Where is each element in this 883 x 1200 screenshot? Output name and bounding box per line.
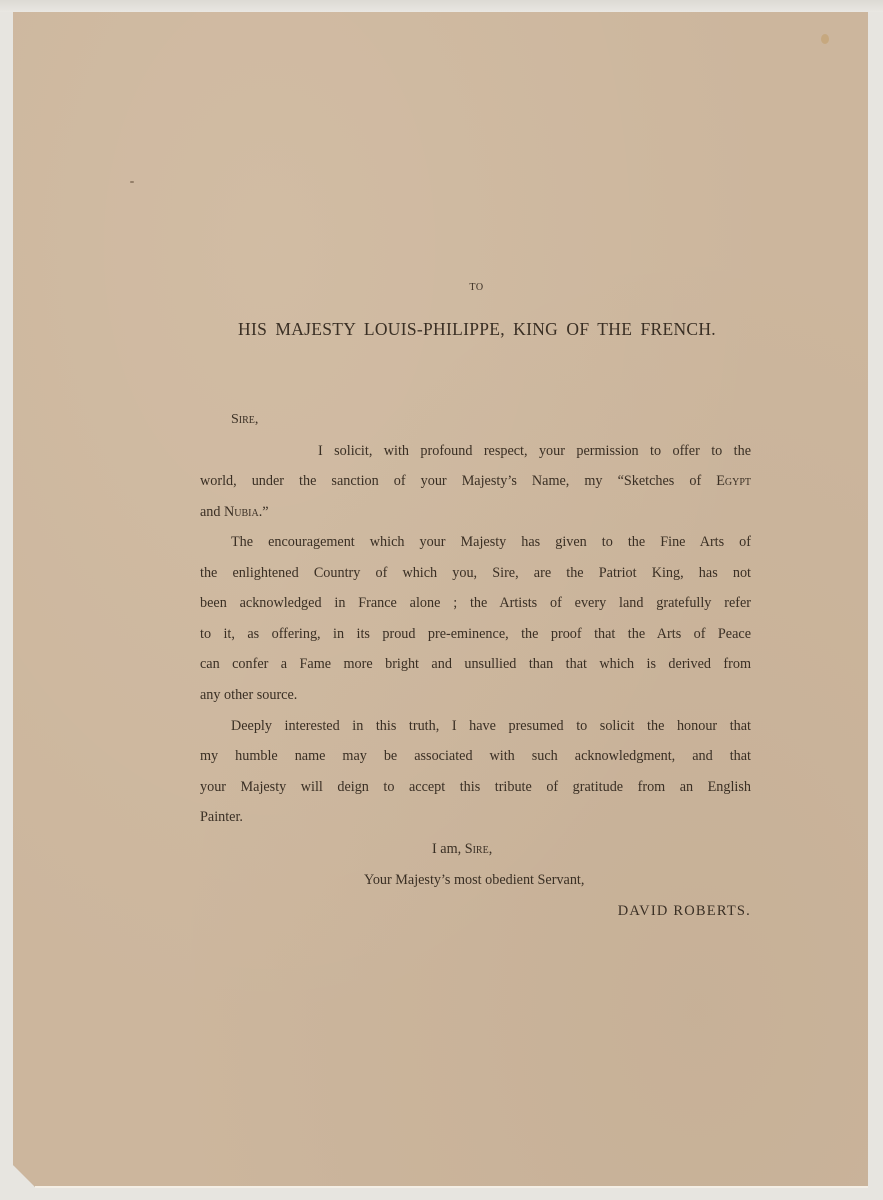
paragraph-1-line-3 [200,503,751,521]
paper-speck [130,181,134,183]
closing-line-2: Your Majesty’s most obedient Servant, [364,872,585,888]
dedication-to: TO [469,282,484,293]
dedication-title: HIS MAJESTY LOUIS-PHILIPPE, KING OF THE FRENCH. [238,319,716,339]
paragraph-2-line-5: can confer a Fame more bright and unsullied than that which is derived from [200,656,751,672]
paragraph-2-line-6: any other source. [200,687,298,703]
paragraph-2-line-4: to it, as offering, in its proud pre-eminence, the proof that the Arts of Peace [200,626,751,642]
paragraph-3-line-4: Painter. [200,809,243,825]
paragraph-2-line-3: been acknowledged in France alone ; the Artists of every land gratefully refer [200,595,751,611]
foxing-spot [821,34,829,44]
paragraph-2-line-2: the enlightened Country of which you, Sire, are the Patriot King, has not [200,565,751,581]
paragraph-1-line-2 [200,472,751,490]
small-caps-word: Nubia [224,504,259,520]
paper-edge [35,1186,868,1188]
paragraph-3-line-3: your Majesty will deign to accept this tribute of gratitude from an English [200,779,751,795]
paragraph-2-line-1: The encouragement which your Majesty has given to the Fine Arts of [231,534,751,550]
paragraph-1-line-1: I solicit, with profound respect, your permission to offer to the [318,443,751,459]
paragraph-3-line-2: my humble name may be associated with such acknowledgment, and that [200,748,751,764]
small-caps-word: Egypt [716,473,751,489]
salutation: Sire, [231,412,259,427]
closing-sire: Sire, [464,841,493,857]
closing-line-1 [432,841,492,858]
p1-line2-text: world, under the sanction of your Majesty’s Name, my “Sketches of Egypt [200,473,751,489]
paragraph-3-line-1: Deeply interested in this truth, I have presumed to solicit the honour that [231,718,751,734]
closing-prefix: I am, [432,841,465,857]
p1-line3-text: and Nubia.” [200,504,269,520]
mount-backing [0,0,883,12]
signature: DAVID ROBERTS. [617,903,751,919]
